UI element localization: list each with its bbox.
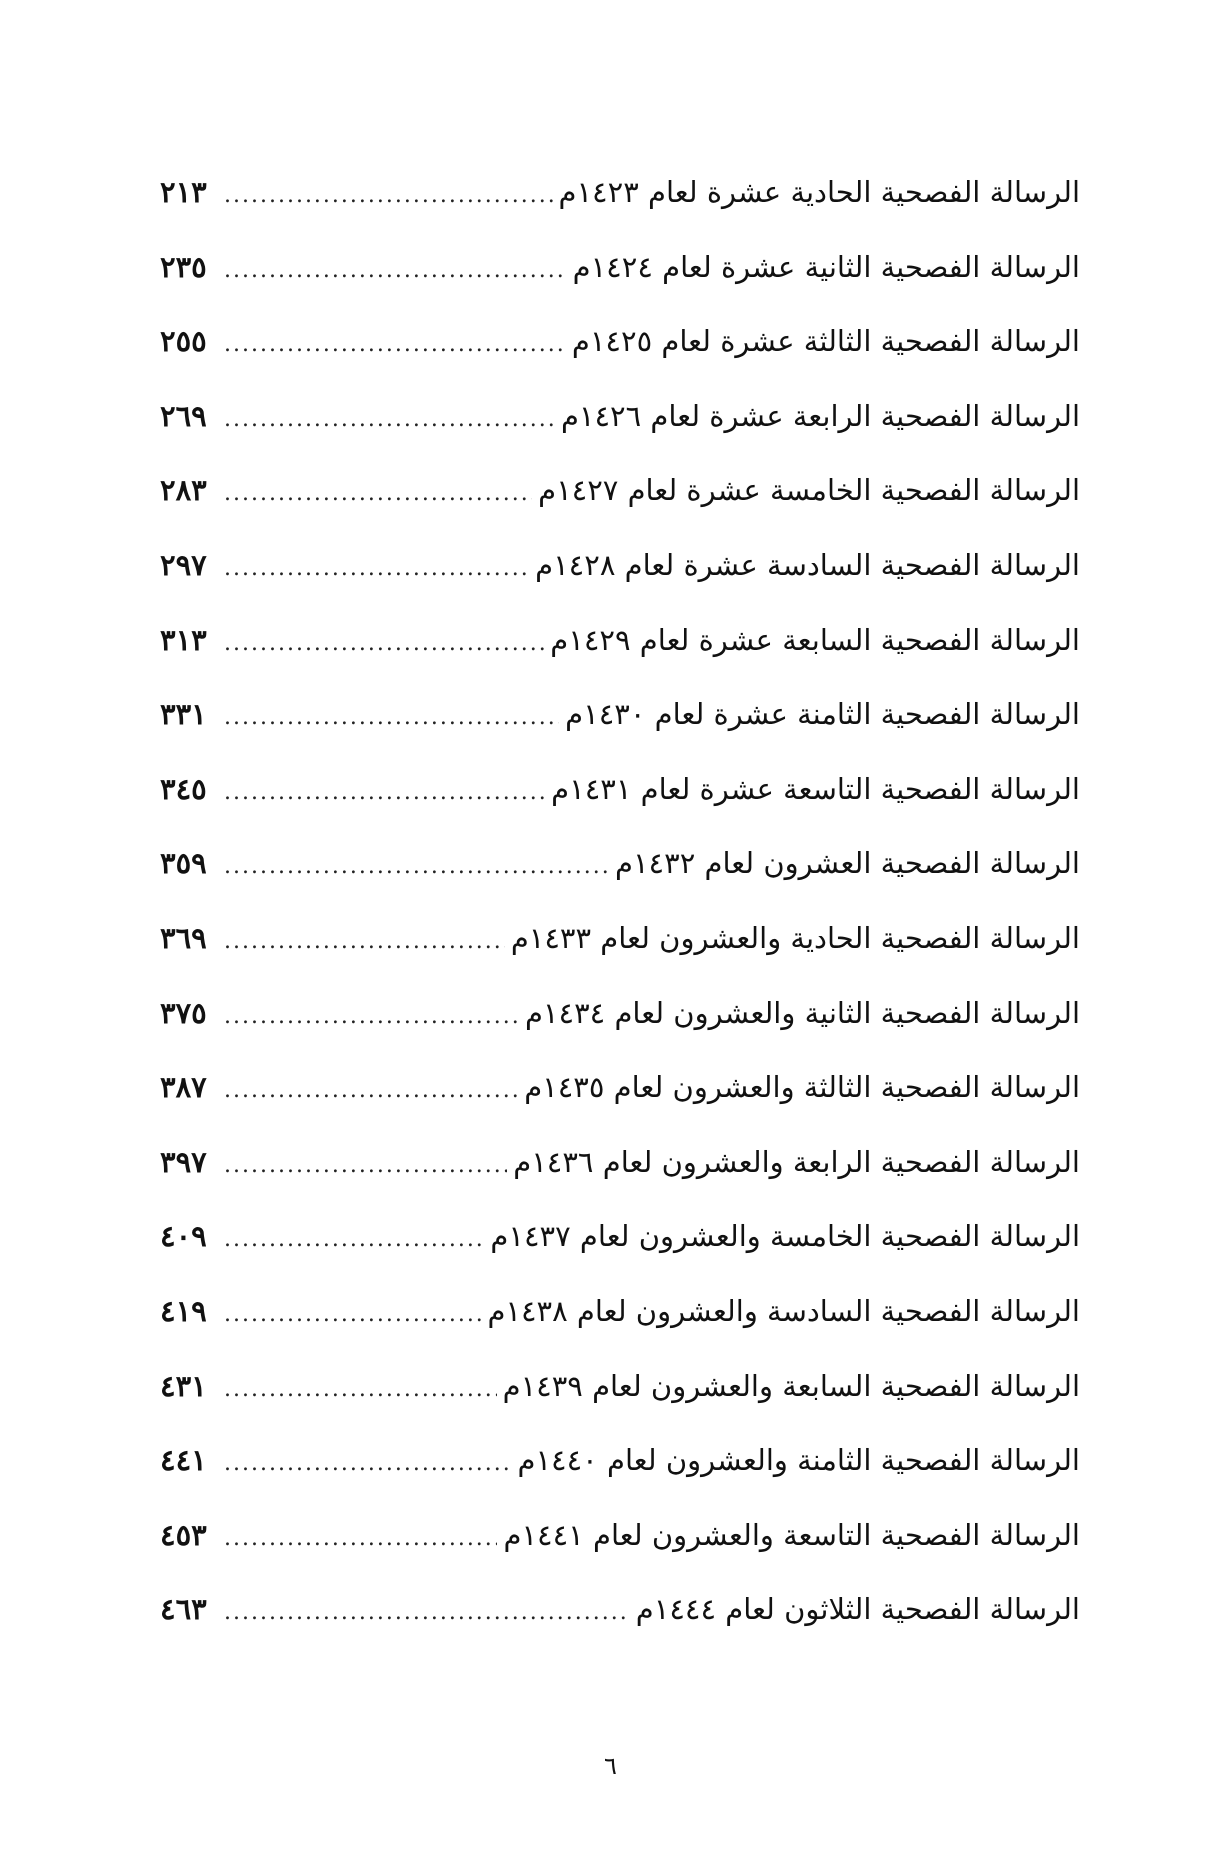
toc-dot-leader	[224, 245, 567, 297]
toc-dot-leader	[224, 618, 544, 670]
toc-entry	[160, 1136, 1080, 1211]
toc-entry-page: ٣٧٥	[160, 995, 207, 1030]
toc-entry	[160, 1285, 1080, 1360]
toc-entry	[160, 166, 1080, 241]
toc-entry-page: ٣٩٧	[160, 1144, 207, 1179]
toc-entry-page: ٢٩٧	[160, 547, 207, 582]
toc-entry-title: الرسالة الفصحية الثالثة والعشرون لعام ١٤٣٥م	[524, 1070, 1080, 1105]
toc-entry-page: ٤٤١	[160, 1443, 207, 1478]
toc-dot-leader	[224, 1214, 484, 1266]
toc-entry-title: الرسالة الفصحية الخامسة والعشرون لعام ١٤٣٧م	[490, 1219, 1080, 1254]
toc-entry-page: ٣٨٧	[160, 1070, 207, 1105]
toc-entry	[160, 241, 1080, 316]
toc-entry-page: ٤٦٣	[160, 1592, 207, 1627]
toc-entry-page: ٢٨٣	[160, 473, 207, 508]
toc-entry	[160, 315, 1080, 390]
toc-dot-leader	[224, 1289, 481, 1341]
toc-dot-leader	[224, 468, 532, 520]
toc-entry-title: الرسالة الفصحية الرابعة عشرة لعام ١٤٢٦م	[560, 398, 1080, 433]
toc-entry-title: الرسالة الفصحية الحادية والعشرون لعام ١٤٣٣م	[510, 920, 1080, 955]
toc-dot-leader	[224, 1587, 630, 1639]
toc-entry	[160, 464, 1080, 539]
toc-entry	[160, 688, 1080, 763]
toc-dot-leader	[224, 319, 566, 371]
toc-entry-title: الرسالة الفصحية الرابعة والعشرون لعام ١٤٣٦م	[513, 1144, 1080, 1179]
toc-dot-leader	[224, 1364, 497, 1416]
toc-dot-leader	[224, 1140, 507, 1192]
toc-entry	[160, 1360, 1080, 1435]
toc-entry	[160, 614, 1080, 689]
toc-dot-leader	[224, 170, 553, 222]
toc-dot-leader	[224, 692, 559, 744]
toc-dot-leader	[224, 543, 529, 595]
toc-entry-title: الرسالة الفصحية الثامنة عشرة لعام ١٤٣٠م	[565, 697, 1080, 732]
toc-entry-title: الرسالة الفصحية التاسعة عشرة لعام ١٤٣١م	[551, 771, 1080, 806]
toc-entry	[160, 763, 1080, 838]
toc-entry-title: الرسالة الفصحية التاسعة والعشرون لعام ١٤٤١م	[503, 1517, 1080, 1552]
toc-entry	[160, 1434, 1080, 1509]
toc-dot-leader	[224, 1065, 518, 1117]
toc-dot-leader	[224, 394, 555, 446]
toc-entry	[160, 539, 1080, 614]
toc-entry-title: الرسالة الفصحية السابعة عشرة لعام ١٤٢٩م	[550, 622, 1080, 657]
toc-entry-title: الرسالة الفصحية الثانية والعشرون لعام ١٤٣٤م	[524, 995, 1080, 1030]
toc-entry	[160, 837, 1080, 912]
toc-entry	[160, 390, 1080, 465]
toc-dot-leader	[224, 916, 505, 968]
toc-dot-leader	[224, 1438, 511, 1490]
toc-dot-leader	[224, 767, 545, 819]
toc-entry	[160, 987, 1080, 1062]
toc-entry-page: ٣٣١	[160, 697, 207, 732]
toc-entry-title: الرسالة الفصحية الحادية عشرة لعام ١٤٢٣م	[558, 175, 1080, 209]
toc-entry-page: ٢٣٥	[160, 249, 207, 284]
toc-entry-page: ٣١٣	[160, 622, 207, 657]
toc-entry	[160, 1583, 1080, 1658]
toc-entry-title: الرسالة الفصحية السادسة والعشرون لعام ١٤٣٨م	[487, 1293, 1080, 1328]
toc-entry-page: ٣٥٩	[160, 846, 207, 881]
toc-entry-page: ٢١٣	[160, 175, 207, 209]
toc-entry	[160, 1509, 1080, 1584]
toc-entry-page: ٤٣١	[160, 1368, 207, 1403]
toc-entry-title: الرسالة الفصحية الثامنة والعشرون لعام ١٤٤٠م	[517, 1443, 1080, 1478]
toc-entry-page: ٤٠٩	[160, 1219, 207, 1254]
toc-entry-page: ٤١٩	[160, 1293, 207, 1328]
toc-dot-leader	[224, 1513, 497, 1565]
toc-entry	[160, 1061, 1080, 1136]
toc-entry-title: الرسالة الفصحية الثالثة عشرة لعام ١٤٢٥م	[571, 324, 1080, 359]
toc-entry-page: ٢٥٥	[160, 324, 207, 359]
toc-entry-title: الرسالة الفصحية السابعة والعشرون لعام ١٤٣٩م	[502, 1368, 1080, 1403]
toc-entry-title: الرسالة الفصحية الثلاثون لعام ١٤٤٤م	[635, 1592, 1080, 1627]
toc-dot-leader	[224, 991, 519, 1043]
toc-entry-page: ٢٦٩	[160, 398, 207, 433]
toc-entry-title: الرسالة الفصحية السادسة عشرة لعام ١٤٢٨م	[535, 547, 1080, 582]
toc-entry-page: ٣٦٩	[160, 920, 207, 955]
toc-entry	[160, 912, 1080, 987]
page-number: ٦	[604, 1752, 617, 1780]
toc-entry-page: ٤٥٣	[160, 1517, 207, 1552]
toc-dot-leader	[224, 841, 609, 893]
toc-entry-page: ٣٤٥	[160, 771, 207, 806]
toc-entry-title: الرسالة الفصحية الثانية عشرة لعام ١٤٢٤م	[572, 249, 1080, 284]
table-of-contents	[160, 166, 1080, 1658]
toc-entry-title: الرسالة الفصحية العشرون لعام ١٤٣٢م	[615, 846, 1080, 881]
toc-entry	[160, 1210, 1080, 1285]
toc-entry-title: الرسالة الفصحية الخامسة عشرة لعام ١٤٢٧م	[538, 473, 1080, 508]
